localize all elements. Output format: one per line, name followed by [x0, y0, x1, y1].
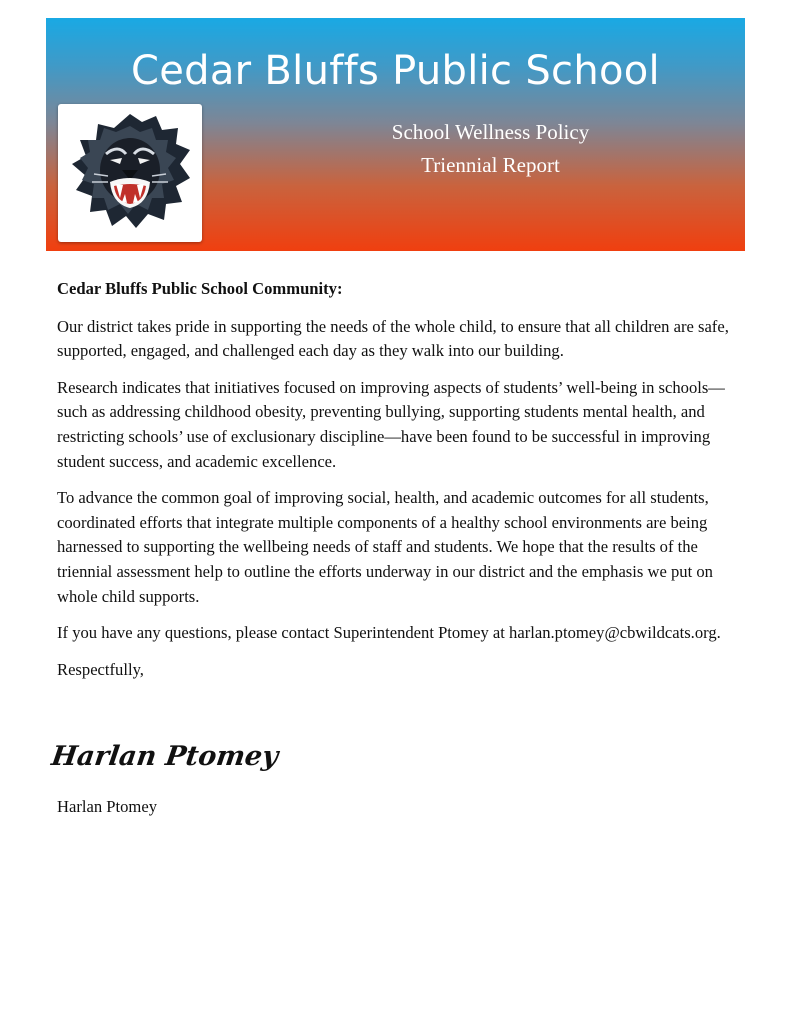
report-subtitle: [236, 116, 745, 182]
signature-text: Harlan Ptomey: [49, 741, 281, 772]
paragraph-contact: If you have any questions, please contact Superintendent Ptomey at harlan.ptomey@cbwildcats.org.: [57, 623, 721, 643]
paragraph-intro: Our district takes pride in supporting the needs of the whole child, to ensure that all children are safe, supported, engaged, and challenged each day as they walk into our building.: [57, 316, 729, 361]
paragraph-goals: To advance the common goal of improving social, health, and academic outcomes for all students, coordinated efforts that integrate multiple components of a healthy school environments are being harnessed to supporting the wellbeing needs of staff and students. We hope that the results of the triennial assessment help to outline the efforts underway in our district and the emphasis we put on whole child supports.: [57, 488, 713, 606]
letter-closing: Respectfully,: [57, 659, 144, 679]
letter-body: [57, 277, 737, 694]
logo-frame: [58, 104, 202, 242]
signer-name: Harlan Ptomey: [57, 797, 158, 816]
subtitle-line-2: Triennial Report: [421, 153, 560, 177]
handwritten-signature: [49, 733, 281, 777]
subtitle-line-1: School Wellness Policy: [391, 120, 590, 144]
wildcat-mascot-icon: [64, 108, 196, 238]
paragraph-research: Research indicates that initiatives focused on improving aspects of students’ well-being in schools—such as addressing childhood obesity, preventing bullying, supporting students mental health, and restricting schools’ use of exclusionary discipline—have been found to be successful in improving student success, and academic excellence.: [57, 377, 725, 471]
school-title: Cedar Bluffs Public School: [131, 48, 660, 94]
header-banner: [46, 18, 745, 251]
letter-greeting: Cedar Bluffs Public School Community:: [57, 279, 343, 298]
